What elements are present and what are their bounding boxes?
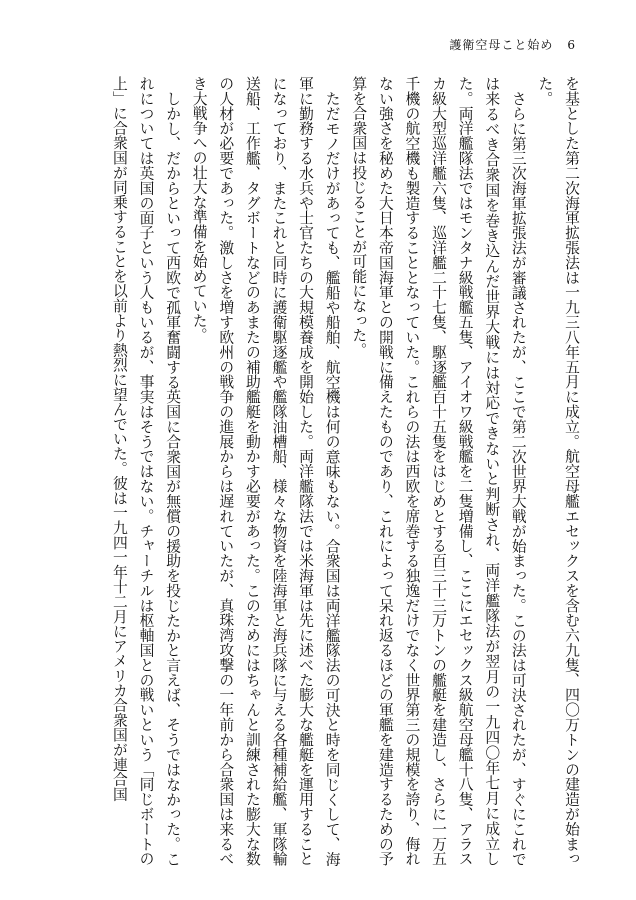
running-header (449, 36, 576, 53)
paragraph-1: を基とした第二次海軍拡張法は一九三八年五月に成立。航空母艦エセックスを含む六九隻、四〇万トンの建造が始まった。 (536, 76, 580, 866)
paragraph-4: しかし、だからといって西欧で孤軍奮闘する英国に合衆国が無償の援助を投じたかと言えば、そうではなかった。これについては英国の面子という人もいるが、事実はそうではない。チャーチルは枢軸国との戦いという「同じボートの上」に合衆国が同乗することを以前より熱烈に望んでいた。彼は一九四一年十二月にアメリカ合衆国が連合国 (110, 76, 182, 866)
paragraph-2: さらに第三次海軍拡張法が審議されたが、ここで第二次世界大戦が始まった。この法は可決されたが、すぐにこれでは来るべき合衆国を巻き込んだ世界大戦には対応できないと判断され、両洋艦隊法が翌月の一九四〇年七月に成立した。両洋艦隊法ではモンタナ級戦艦五隻、アイオワ級戦艦を二隻増備し、ここにエセックス級航空母艦十八隻、アラスカ級大型巡洋艦六隻、巡洋艦二十七隻、駆逐艦百十五隻をはじめとする百三十三万トンの艦艇を建造し、さらに一万五千機の航空機も製造することとなっていた。これらの法は西欧を席巻する独逸だけでなく世界第三の規模を誇り、侮れない強さを秘めた大日本帝国海軍との開戦に備えたものであり、これによって呆れ返るほどの軍艦を建造するための予算を合衆国は投じることが可能になった。 (350, 76, 527, 866)
paragraph-3: ただモノだけがあっても、艦船や船舶、航空機は何の意味もない。合衆国は両洋艦隊法の可決と時を同じくして、海軍に勤務する水兵や士官たちの大規模養成を開始した。両洋艦隊法では米海軍は先に述べた膨大な艦艇を運用することになっており、またこれと同時に護衛駆逐艦や艦隊油槽船、様々な物資を陸海軍と海兵隊に与える各種補給艦、軍隊輸送船、工作艦、タグボートなどのあまたの補助艦艇を動かす必要があった。このためにはちゃんと訓練された膨大な数の人材が必要であった。激しさを増す欧州の戦争の進展からは遅れていたが、真珠湾攻撃の一年前から合衆国は来るべき大戦争への壮大な準備を始めていた。 (190, 76, 341, 866)
running-header-title: 護衛空母こと始め (449, 38, 554, 52)
page-number: 6 (567, 38, 576, 52)
body-text (44, 76, 584, 866)
